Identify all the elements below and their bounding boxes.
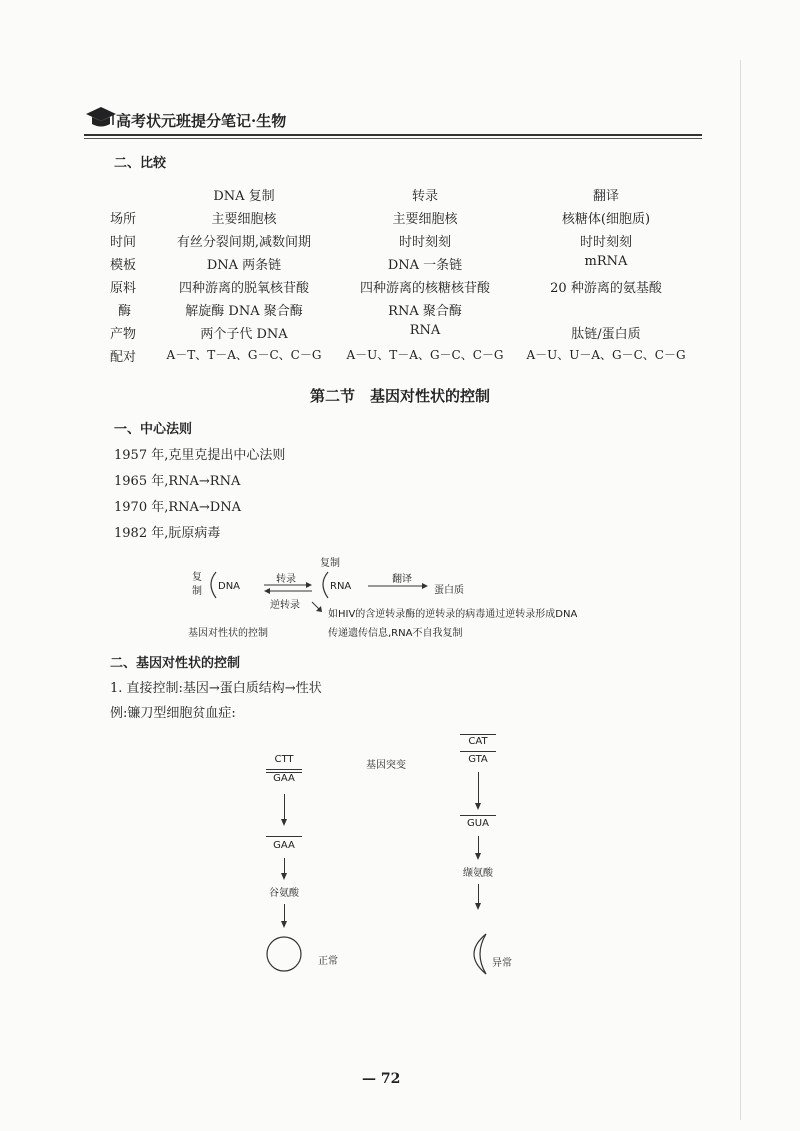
left-mrna: GAA <box>273 840 295 851</box>
left-dna-bottom: GAA <box>273 773 295 784</box>
table-cell: mRNA <box>584 254 628 269</box>
compare-heading: 二、比较 <box>114 156 167 171</box>
down-arrow-icon <box>284 794 285 824</box>
right-amino-acid: 缬氨酸 <box>463 868 493 879</box>
table-cell: DNA 两条链 <box>206 258 282 273</box>
diagram-note-2: 传递遗传信息,RNA不自我复制 <box>328 628 463 639</box>
col-dna-replication: DNA 复制 <box>213 189 275 204</box>
table-cell: 时时刻刻 <box>579 235 633 250</box>
table-cell: 肽链/蛋白质 <box>571 327 641 342</box>
central-line: 1982 年,朊原病毒 <box>114 526 221 541</box>
table-cell: RNA 聚合酶 <box>388 304 462 319</box>
central-heading: 一、中心法则 <box>114 422 193 437</box>
right-result: 异常 <box>492 958 512 969</box>
table-cell: 四种游离的核糖核苷酸 <box>359 281 491 296</box>
table-cell: 主要细胞核 <box>392 212 458 227</box>
table-cell: DNA 一条链 <box>387 258 463 273</box>
table-cell: A－U、T－A、G－C、C－G <box>346 348 504 362</box>
translate-arrow-icon <box>366 582 430 590</box>
table-cell: 时时刻刻 <box>398 235 452 250</box>
header-title: 高考状元班提分笔记·生物 <box>116 112 287 130</box>
page-number: — 72 <box>362 1071 401 1087</box>
strand-bar <box>460 734 496 735</box>
down-arrow-icon <box>284 904 285 926</box>
row-label: 时间 <box>110 235 137 250</box>
table-cell: 核糖体(细胞质) <box>561 212 651 227</box>
left-amino-acid: 谷氨酸 <box>269 888 299 899</box>
row-label: 原料 <box>110 281 137 296</box>
down-arrow-icon <box>478 772 479 808</box>
table-cell: A－T、T－A、G－C、C－G <box>166 348 322 362</box>
left-dna-top: CTT <box>274 754 294 765</box>
down-arrow-icon <box>478 836 479 858</box>
rna-node: RNA <box>330 581 352 592</box>
replicate-label-left: 复 <box>192 572 202 583</box>
table-cell: 有丝分裂间期,减数间期 <box>176 235 312 250</box>
replicate-label-top: 复制 <box>320 558 340 569</box>
mutation-label: 基因突变 <box>366 760 406 771</box>
strand-bar <box>460 751 496 752</box>
transcribe-arrow-icon <box>262 582 314 594</box>
pointer-arrow-icon <box>310 600 324 614</box>
col-translation: 翻译 <box>592 189 620 204</box>
table-cell: RNA <box>409 323 441 338</box>
strand-bar <box>460 815 496 816</box>
table-cell: A－U、U－A、G－C、C－G <box>526 348 686 362</box>
graduation-cap-icon <box>84 104 118 130</box>
col-transcription: 转录 <box>411 189 439 204</box>
dna-node: DNA <box>218 581 241 592</box>
right-dna-top: CAT <box>468 736 488 747</box>
row-label: 场所 <box>110 212 137 227</box>
strand-bar <box>266 769 302 770</box>
table-cell: 四种游离的脱氧核苷酸 <box>178 281 310 296</box>
section-title: 第二节 基因对性状的控制 <box>309 387 491 405</box>
normal-cell-icon <box>264 934 304 974</box>
translate-label: 翻译 <box>392 574 412 585</box>
right-mrna: GUA <box>467 818 489 829</box>
replication-loop-icon-2 <box>316 570 330 600</box>
gene-control-example: 例:镰刀型细胞贫血症: <box>110 706 236 721</box>
gene-control-line: 1. 直接控制:基因→蛋白质结构→性状 <box>110 681 322 696</box>
down-arrow-icon <box>284 858 285 878</box>
diagram-note: 如HIV的含逆转录酶的逆转录的病毒通过逆转录形成DNA <box>328 609 578 620</box>
table-cell: 解旋酶 DNA 聚合酶 <box>185 304 303 319</box>
reverse-transcribe-label: 逆转录 <box>270 600 300 611</box>
replicate-label-left-2: 制 <box>192 586 202 597</box>
replication-loop-icon <box>204 570 218 600</box>
protein-node: 蛋白质 <box>434 585 464 596</box>
strand-bar <box>266 836 302 837</box>
table-cell: 两个子代 DNA <box>200 327 288 342</box>
sickle-cell-icon <box>460 930 494 978</box>
header-rule-thin <box>84 138 702 139</box>
table-cell: 20 种游离的氨基酸 <box>550 281 662 296</box>
central-line: 1965 年,RNA→RNA <box>114 474 241 489</box>
row-label: 模板 <box>110 258 137 273</box>
row-label: 配对 <box>110 350 137 365</box>
header-rule <box>84 134 702 136</box>
page-edge <box>740 60 741 1120</box>
row-label: 酶 <box>118 304 132 319</box>
central-line: 1970 年,RNA→DNA <box>114 500 241 515</box>
down-arrow-icon <box>478 884 479 908</box>
central-line: 1957 年,克里克提出中心法则 <box>114 448 286 463</box>
transcribe-label: 转录 <box>276 574 296 585</box>
gene-control-heading: 二、基因对性状的控制 <box>110 656 241 671</box>
right-dna-bottom: GTA <box>468 754 488 765</box>
left-result: 正常 <box>318 956 338 967</box>
table-cell: 主要细胞核 <box>211 212 277 227</box>
row-label: 产物 <box>110 327 137 342</box>
diagram-caption: 基因对性状的控制 <box>188 628 268 639</box>
